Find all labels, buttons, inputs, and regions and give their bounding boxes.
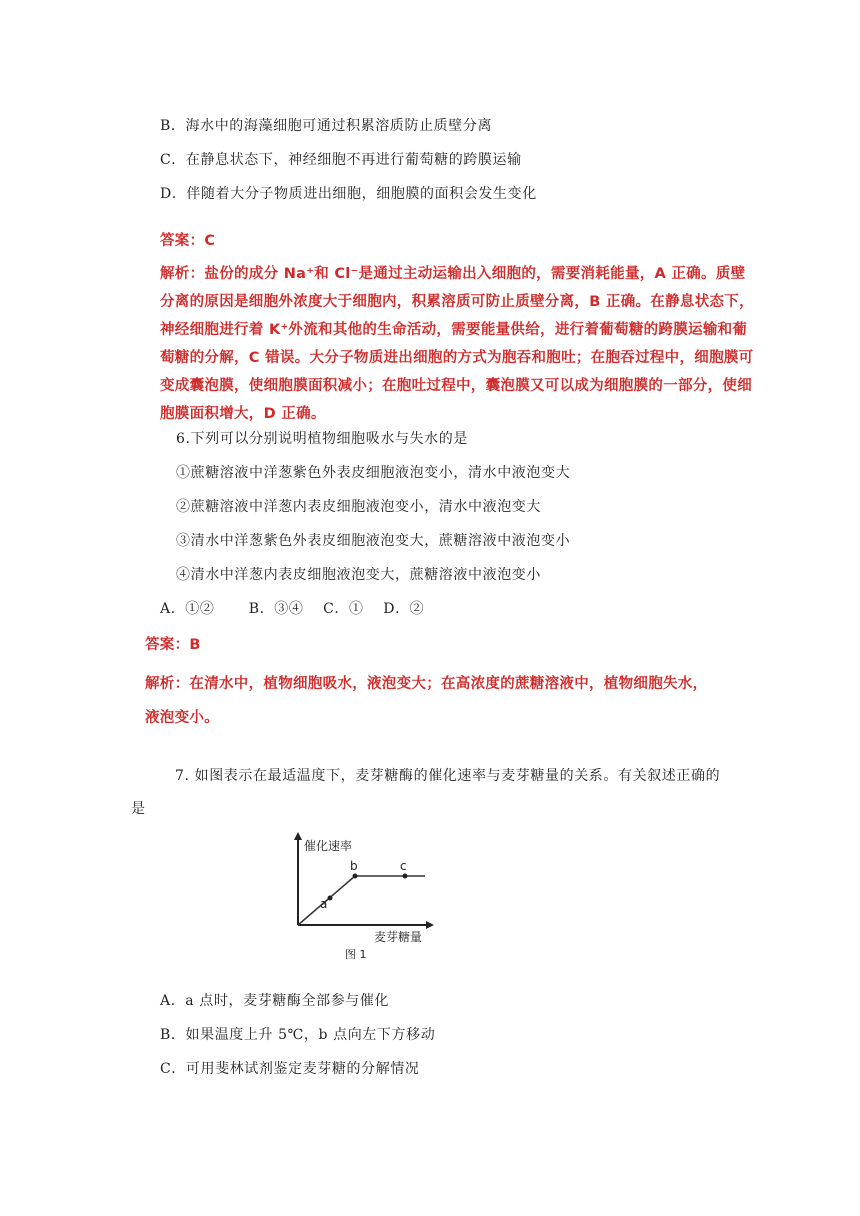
q5-analysis-line: 分离的原因是细胞外浓度大于细胞内，积累溶质可防止质壁分离，B 正确。在静息状态下， [160, 294, 754, 310]
q6-item: ③清水中洋葱紫色外表皮细胞液泡变大，蔗糖溶液中液泡变小 [176, 533, 571, 549]
point-c-label: c [400, 859, 407, 873]
q6-analysis-line: 解析：在清水中，植物细胞吸水，液泡变大；在高浓度的蔗糖溶液中，植物细胞失水， [145, 676, 708, 692]
q6-item: ②蔗糖溶液中洋葱内表皮细胞液泡变小，清水中液泡变大 [176, 499, 541, 515]
rate-curve [298, 876, 425, 925]
x-axis-arrow [426, 921, 434, 929]
q6-item: ④清水中洋葱内表皮细胞液泡变大，蔗糖溶液中液泡变小 [176, 567, 541, 583]
q5-option-b: B．海水中的海藻细胞可通过积累溶质防止质壁分离 [160, 118, 493, 134]
q5-analysis-line: 变成囊泡膜，使细胞膜面积减小；在胞吐过程中，囊泡膜又可以成为细胞膜的一部分，使细 [160, 378, 752, 394]
point-a-label: a [320, 897, 328, 911]
q6-item: ①蔗糖溶液中洋葱紫色外表皮细胞液泡变小，清水中液泡变大 [176, 465, 571, 481]
q6-choices: A．①② B．③④ C．① D．② [160, 601, 425, 617]
q7-option-b: B．如果温度上升 5℃，b 点向左下方移动 [160, 1027, 436, 1043]
q5-analysis-line: 神经细胞进行着 K⁺外流和其他的生命活动，需要能量供给，进行着葡萄糖的跨膜运输和葡 [160, 322, 748, 338]
figure-caption: 图 1 [345, 948, 367, 961]
q5-analysis-line: 解析：盐份的成分 Na⁺和 Cl⁻是通过主动运输出入细胞的，需要消耗能量，A 正确。质壁 [160, 266, 746, 282]
enzyme-rate-figure [290, 830, 440, 965]
point-b-marker [353, 874, 358, 879]
point-a-marker [328, 896, 333, 901]
q5-option-c: C．在静息状态下，神经细胞不再进行葡萄糖的跨膜运输 [160, 152, 522, 168]
q7-option-c: C．可用斐林试剂鉴定麦芽糖的分解情况 [160, 1061, 420, 1077]
q5-option-d: D．伴随着大分子物质进出细胞，细胞膜的面积会发生变化 [160, 186, 537, 202]
point-c-marker [403, 874, 408, 879]
q6-answer: 答案：B [145, 637, 201, 653]
q5-analysis-line: 萄糖的分解，C 错误。大分子物质进出细胞的方式为胞吞和胞吐；在胞吞过程中，细胞膜可 [160, 350, 754, 366]
q7-stem-continuation: 是 [131, 801, 146, 817]
q7-option-a: A．a 点时，麦芽糖酶全部参与催化 [160, 993, 390, 1009]
q6-stem: 6.下列可以分别说明植物细胞吸水与失水的是 [176, 431, 468, 447]
x-axis-label: 麦芽糖量 [374, 930, 423, 944]
q5-answer: 答案：C [160, 233, 216, 249]
point-b-label: b [350, 859, 358, 873]
y-axis-label: 催化速率 [304, 839, 353, 853]
q6-analysis-line: 液泡变小。 [145, 710, 219, 726]
q5-analysis-line: 胞膜面积增大，D 正确。 [160, 406, 326, 422]
q7-stem: 7. 如图表示在最适温度下，麦芽糖酶的催化速率与麦芽糖量的关系。有关叙述正确的 [175, 768, 721, 784]
y-axis-arrow [294, 832, 302, 840]
